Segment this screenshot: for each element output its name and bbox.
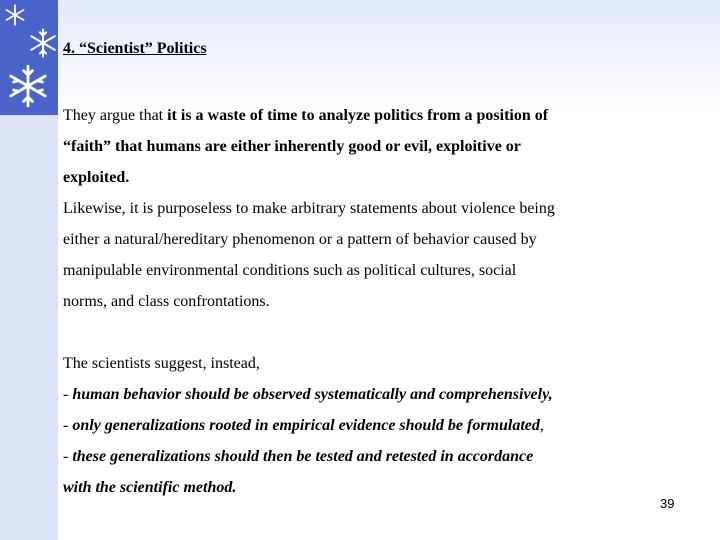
page-number: 39	[660, 496, 675, 511]
paragraph-gap	[63, 317, 703, 348]
bullet-tail: ,	[539, 417, 544, 434]
text-line: either a natural/hereditary phenomenon or a pattern of behavior caused by	[63, 231, 537, 248]
bullet-text: only generalizations rooted in empirical evidence should be formulated	[72, 417, 540, 434]
text-line: Likewise, it is purposeless to make arbitrary statements about violence being	[63, 200, 555, 217]
bullet-text: these generalizations should then be tested and retested in accordance	[72, 448, 534, 465]
bullet-dash: -	[63, 448, 73, 465]
slide-heading: 4. “Scientist” Politics	[63, 40, 207, 57]
text-line: exploited.	[63, 169, 130, 186]
text-line	[63, 100, 703, 131]
snowflake-icon	[28, 28, 58, 58]
text-line: norms, and class confrontations.	[63, 293, 270, 310]
bold-text-run: it is a waste of time to analyze politics from a position of	[167, 107, 549, 124]
bullet-line	[63, 379, 703, 410]
slide-body	[63, 100, 703, 503]
text-line: The scientists suggest, instead,	[63, 355, 260, 372]
bullet-continuation: with the scientific method.	[63, 479, 237, 496]
bullet-line	[63, 441, 703, 472]
text-line: manipulable environmental conditions such as political cultures, social	[63, 262, 517, 279]
text-run: They argue that	[63, 107, 168, 124]
text-line: “faith” that humans are either inherently good or evil, exploitive or	[63, 138, 521, 155]
bullet-dash: -	[63, 386, 73, 403]
bullet-line	[63, 410, 703, 441]
bullet-text: human behavior should be observed systematically and comprehensively,	[72, 386, 553, 403]
snowflake-icon	[4, 4, 26, 26]
snowflake-icon	[6, 64, 50, 108]
bullet-dash: -	[63, 417, 73, 434]
